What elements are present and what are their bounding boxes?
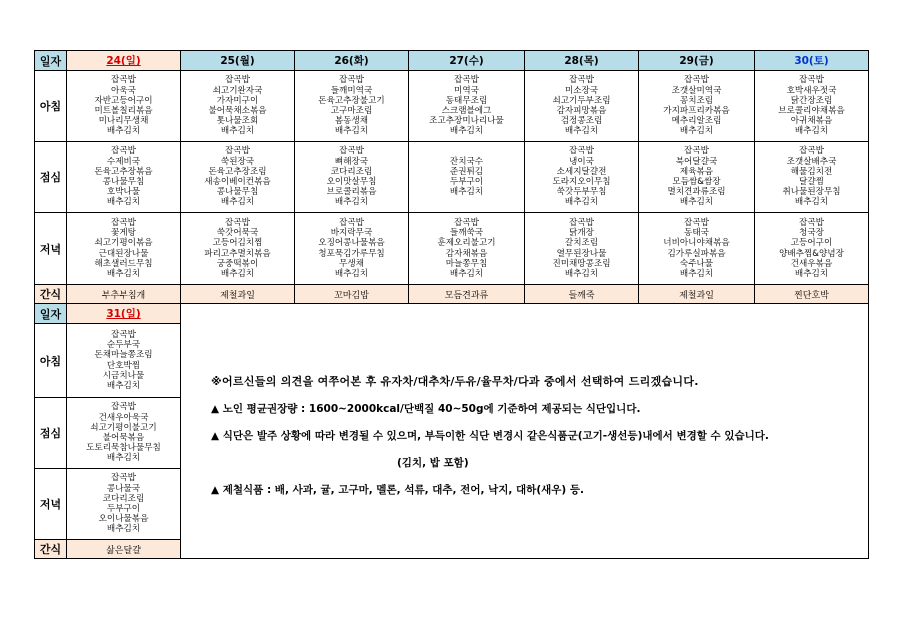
menu-item: 오징어콩나물볶음 [318,238,385,249]
menu-item: 두부구이 [449,177,484,187]
menu-item: 들깨미역국 [330,85,373,96]
date-31: 31(일) [67,304,181,324]
menu-item: 잡곡밥 [684,146,709,157]
menu-item: 마늘쫑무침 [445,258,488,269]
menu-item: 미트볼칠리볶음 [94,106,153,116]
menu-item: 갈치조림 [564,238,599,249]
snack-cell: 찐단호박 [755,285,869,304]
menu-item: 잡곡밥 [225,217,250,228]
menu-item: 쇠고기완자국 [212,85,263,96]
menu-item: 불어묵채소볶음 [208,106,267,116]
menu-item: 조고추장미나리나물 [429,116,504,127]
menu-item: 김가루실파볶음 [667,248,726,259]
menu-item: 잡곡밥 [569,217,594,228]
menu-item: 꽃게탕 [111,228,136,239]
menu-item: 진미채땅콩조림 [552,258,611,269]
menu-item: 고등어김치찜 [212,238,263,249]
snack-row [35,285,869,304]
menu-item: 호박나물 [106,187,141,198]
dinner-cell [67,469,181,540]
lunch-cell [409,142,525,213]
menu-item: 동태무조림 [445,95,488,106]
menu-item: 해초샐러드무침 [94,258,153,269]
lunch-label: 점심 [35,142,67,213]
lunch-cell [67,142,181,213]
lunch-cell [755,142,869,213]
snack-cell: 삶은달걀 [67,540,181,559]
menu-item: 브로콜리볶음 [326,187,377,198]
menu-item: 자반고등어구이 [94,95,153,106]
menu-item: 배추김치 [220,268,255,279]
menu-item: 청국장 [799,228,824,239]
menu-item: 수제비국 [106,156,141,167]
menu-item: 소세지달걀전 [556,166,607,177]
menu-item: 잡곡밥 [111,217,136,228]
menu-item: 시금치나물 [102,370,145,381]
menu-item: 배추김치 [564,268,599,279]
menu-item: 무생채 [339,258,364,269]
menu-item: 잡곡밥 [569,75,594,86]
menu-item: 콩나물무침 [216,187,259,198]
menu-item: 조갯살배추국 [786,156,837,167]
menu-item: 감자채볶음 [445,248,488,259]
lunch-cell [67,398,181,469]
menu-item: 돈육고추장조림 [208,166,267,177]
breakfast-label: 아침 [35,71,67,142]
date-26: 26(화) [295,51,409,71]
menu-item: 배추김치 [220,126,255,137]
menu-item: 가자미구이 [216,95,259,106]
notes-area [181,324,869,559]
menu-item: 잡곡밥 [684,75,709,86]
lunch-cell [525,142,639,213]
menu-item: 닭개장 [569,228,594,239]
menu-item: 청포묵김가루무침 [318,248,385,259]
menu-item: 동태국 [684,228,709,239]
menu-item: 잡곡밥 [799,75,824,86]
menu-item: 잡곡밥 [225,75,250,86]
dinner-cell [181,213,295,285]
date-27: 27(수) [409,51,525,71]
weekly-menu-table [34,50,869,559]
menu-item: 냉이국 [569,156,594,167]
dinner-cell [639,213,755,285]
dinner-label: 저녁 [35,469,67,540]
menu-item: 북어달걀국 [675,156,718,167]
menu-item: 감자피망볶음 [556,106,607,116]
menu-item: 배추김치 [794,268,829,279]
menu-item: 배추김치 [679,126,714,137]
menu-item: 배추김치 [220,197,255,208]
menu-item: 파리고추멸치볶음 [204,248,271,259]
menu-item: 훈제오리불고기 [437,238,496,249]
menu-item: 메추리알조림 [671,116,722,127]
menu-item: 돈육고추장볶음 [94,166,153,177]
menu-item: 호박새우젓국 [786,85,837,96]
menu-item: 미소장국 [564,85,599,96]
menu-item: 아욱국 [111,85,136,96]
lunch-label: 점심 [35,398,67,469]
menu-item: 잡곡밥 [339,217,364,228]
menu-item: 미역국 [454,85,479,96]
menu-item: 잡곡밥 [111,402,136,413]
lunch-cell [639,142,755,213]
notes-line: ▲ 제철식품 : 배, 사과, 귤, 고구마, 멜론, 석류, 대추, 전어, 낙지, 대하(새우) 등. [211,483,584,496]
breakfast-row-2 [35,324,869,398]
breakfast-label: 아침 [35,324,67,398]
menu-item: 잡곡밥 [454,75,479,86]
menu-item: 잡곡밥 [684,217,709,228]
breakfast-cell [409,71,525,142]
menu-item: 쇠고기두부조림 [552,95,611,106]
dinner-cell [525,213,639,285]
date-28: 28(목) [525,51,639,71]
menu-item: 배추김치 [106,126,141,137]
date-25: 25(월) [181,51,295,71]
dinner-label: 저녁 [35,213,67,285]
menu-item: 배추김치 [679,197,714,208]
date-30: 30(토) [755,51,869,71]
menu-item: 코다리조림 [330,166,373,177]
snack-label: 간식 [35,285,67,304]
menu-item: 고등어구이 [790,238,833,249]
menu-item: 잡곡밥 [454,217,479,228]
date-label: 일자 [35,304,67,324]
menu-item: 돈육고추장불고기 [318,95,385,106]
snack-cell: 꼬마김밥 [295,285,409,304]
menu-item: 배추김치 [106,268,141,279]
menu-item: 단호박찜 [106,360,141,371]
menu-item: 가지파프리카볶음 [663,106,730,116]
notes-line: ※어르신들의 의견을 여쭈어본 후 유자차/대추차/두유/율무차/다과 중에서 선택하여 드리겠습니다. [211,374,699,388]
menu-item: 코다리조림 [102,493,145,504]
menu-item: 잡곡밥 [339,75,364,86]
snack-cell: 모듬견과류 [409,285,525,304]
date-29: 29(금) [639,51,755,71]
menu-item: 숙주나물 [679,258,714,269]
menu-item: 검정콩조림 [560,116,603,127]
menu-item: 도라지오이무침 [552,177,611,187]
menu-item: 도토리묵참나물무침 [86,443,161,454]
menu-item: 잔치국수 [449,156,484,167]
menu-item: 쑥갓두부무침 [556,187,607,198]
menu-item: 배추김치 [106,197,141,208]
menu-item: 오이맛살무침 [326,177,377,187]
menu-item: 양배추찜&양념장 [779,248,844,259]
breakfast-cell [67,324,181,398]
dinner-cell [67,213,181,285]
menu-item: 새송이베이컨볶음 [204,177,271,187]
menu-item: 배추김치 [334,268,369,279]
breakfast-cell [295,71,409,142]
menu-item: 콩나물국 [106,483,141,494]
date-24: 24(일) [67,51,181,71]
breakfast-cell [639,71,755,142]
menu-item: 꽁치조림 [679,95,714,106]
dinner-cell [295,213,409,285]
snack-label: 간식 [35,540,67,559]
snack-cell: 제철과일 [181,285,295,304]
menu-item: 뼈해장국 [334,156,369,167]
menu-item: 멸치견과류조림 [667,187,726,198]
menu-item: 잡곡밥 [111,473,136,484]
menu-item: 배추김치 [334,126,369,137]
lunch-cell [181,142,295,213]
menu-item: 잡곡밥 [111,329,136,340]
menu-item: 준권튀김 [449,166,484,177]
menu-item: 두부구이 [106,504,141,514]
breakfast-cell [525,71,639,142]
breakfast-row [35,71,869,142]
menu-item: 돈채마늘쫑조림 [94,350,153,361]
date-header-row [35,51,869,71]
menu-item: 순두부국 [106,340,141,351]
snack-cell: 부추부침개 [67,285,181,304]
notes-line: ▲ 노인 평균권장량 : 1600~2000kcal/단백질 40~50g에 기준하여 제공되는 식단입니다. [211,402,641,415]
menu-item: 잡곡밥 [799,217,824,228]
menu-item: 잡곡밥 [339,146,364,157]
menu-item: 배추김치 [106,524,141,535]
menu-item: 배추김치 [564,126,599,137]
notes-line: ▲ 식단은 발주 상황에 따라 변경될 수 있으며, 부득이한 식단 변경시 같은식품군(고기-생선등)내에서 변경할 수 있습니다. [211,429,769,442]
menu-item: 미나리무생채 [98,116,149,127]
snack-cell: 제철과일 [639,285,755,304]
menu-item: 잡곡밥 [569,146,594,157]
menu-item: 스크램블에그 [441,106,492,116]
menu-item: 조갯살미역국 [671,85,722,96]
menu-item: 배추김치 [334,197,369,208]
menu-item: 봄동생채 [334,116,369,127]
menu-item: 배추김치 [794,197,829,208]
menu-item: 쑥갓어묵국 [216,228,259,239]
breakfast-cell [67,71,181,142]
breakfast-cell [181,71,295,142]
empty-header-area [181,304,869,324]
menu-item: 배추김치 [106,380,141,391]
snack-cell: 들깨죽 [525,285,639,304]
menu-item: 배추김치 [106,453,141,464]
menu-item: 배추김치 [449,187,484,198]
menu-item: 배추김치 [794,126,829,137]
menu-item: 건새우아욱국 [98,412,149,423]
menu-item: 잡곡밥 [799,146,824,157]
menu-item: 해물김치전 [790,166,833,177]
menu-item: 배추김치 [679,268,714,279]
menu-item: 오이나물볶음 [98,514,149,525]
menu-item: 바지락무국 [330,228,373,239]
notes-line: (김치, 밥 포함) [397,456,469,469]
breakfast-cell [755,71,869,142]
menu-item: 취나물된장무침 [782,187,841,198]
menu-item: 잡곡밥 [111,146,136,157]
menu-item: 잡곡밥 [225,146,250,157]
lunch-cell [295,142,409,213]
menu-item: 배추김치 [449,126,484,137]
menu-item: 건새우볶음 [790,258,833,269]
menu-item: 고구마조림 [330,106,373,116]
menu-item: 배추김치 [449,268,484,279]
menu-item: 콩나물무침 [102,177,145,187]
menu-item: 들깨쑥국 [449,228,484,239]
date-header-row-2 [35,304,869,324]
menu-item: 톳나물조회 [216,116,259,127]
date-label: 일자 [35,51,67,71]
menu-item: 불어묵볶음 [102,433,145,443]
menu-item: 아귀채볶음 [790,116,833,127]
menu-item: 쑥된장국 [220,156,255,167]
menu-item: 브로콜리야채볶음 [778,106,845,116]
menu-item: 너비아니야채볶음 [663,238,730,249]
menu-item: 제육볶음 [679,166,714,177]
menu-item: 쇠고기평이볶음 [94,238,153,249]
menu-item: 잡곡밥 [111,75,136,86]
dinner-row [35,213,869,285]
menu-item: 쇠고기평이불고기 [90,422,157,433]
menu-item: 열무된장나물 [556,248,607,259]
lunch-row [35,142,869,213]
menu-item: 닭간장조림 [790,95,833,106]
menu-item: 달걀찜 [799,177,824,187]
menu-item: 모듬쌈&쌈장 [672,177,721,187]
menu-item: 근대된장나물 [98,248,149,259]
menu-item: 배추김치 [564,197,599,208]
dinner-cell [409,213,525,285]
menu-item: 궁중떡볶이 [216,258,259,269]
dinner-cell [755,213,869,285]
